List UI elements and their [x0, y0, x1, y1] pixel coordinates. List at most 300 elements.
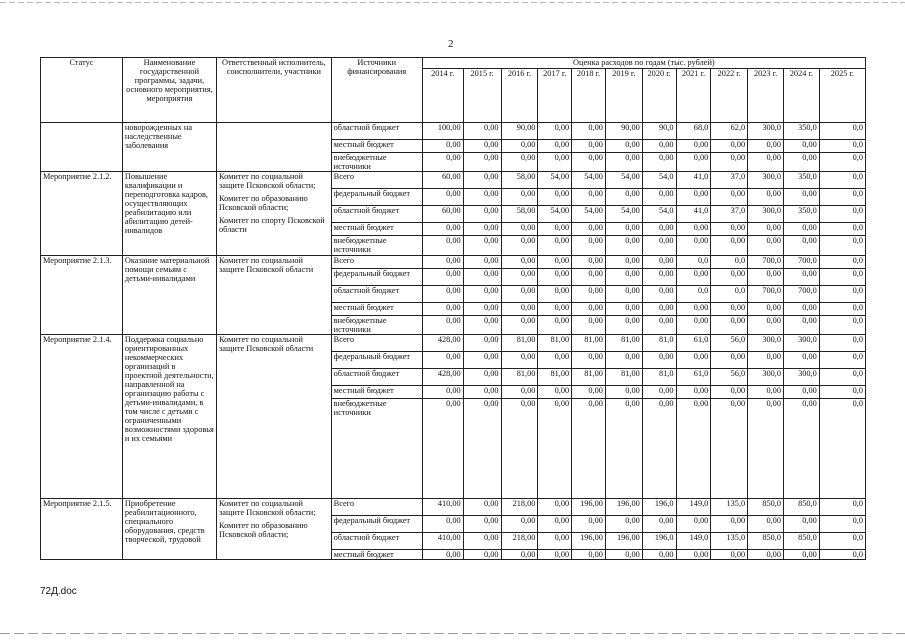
value-cell: 0,0 [819, 256, 865, 269]
name-cell: Приобретение реабилитационного, специального оборудования, средств творческой, трудовой [122, 499, 216, 560]
value-cell: 0,00 [748, 316, 784, 335]
value-cell: 0,00 [538, 499, 572, 516]
value-cell: 700,0 [748, 286, 784, 303]
table-header [41, 58, 866, 123]
value-cell: 850,0 [783, 533, 819, 550]
value-cell: 0,00 [501, 303, 538, 316]
value-cell: 0,0 [819, 189, 865, 206]
value-cell: 0,00 [748, 153, 784, 172]
value-cell: 0,00 [463, 153, 501, 172]
value-cell: 0,00 [538, 236, 572, 256]
value-cell: 0,00 [422, 223, 463, 236]
page-number: 2 [448, 38, 454, 50]
value-cell: 54,0 [642, 206, 676, 223]
value-cell: 0,00 [501, 236, 538, 256]
value-cell: 0,00 [676, 352, 711, 369]
value-cell: 0,00 [642, 140, 676, 153]
value-cell: 0,00 [501, 189, 538, 206]
value-cell: 850,0 [783, 499, 819, 516]
value-cell: 0,00 [538, 286, 572, 303]
value-cell: 0,00 [422, 286, 463, 303]
value-cell: 196,0 [642, 499, 676, 516]
value-cell: 300,0 [748, 335, 784, 352]
source-cell: местный бюджет [331, 303, 422, 316]
value-cell: 0,0 [676, 256, 711, 269]
value-cell: 0,00 [538, 316, 572, 335]
value-cell: 0,00 [711, 140, 748, 153]
value-cell: 0,00 [605, 303, 642, 316]
value-cell: 850,0 [748, 499, 784, 516]
value-cell: 0,00 [422, 153, 463, 172]
value-cell: 0,0 [819, 236, 865, 256]
header-year: 2017 г. [538, 69, 572, 123]
value-cell: 90,0 [642, 123, 676, 140]
value-cell: 0,00 [748, 303, 784, 316]
value-cell: 0,00 [538, 223, 572, 236]
value-cell: 0,00 [538, 516, 572, 533]
value-cell: 0,00 [605, 140, 642, 153]
value-cell: 300,0 [748, 369, 784, 386]
value-cell: 0,00 [605, 153, 642, 172]
value-cell: 0,0 [819, 499, 865, 516]
value-cell: 0,00 [501, 550, 538, 560]
value-cell: 0,00 [748, 399, 784, 499]
value-cell: 0,00 [711, 223, 748, 236]
value-cell: 0,00 [783, 303, 819, 316]
header-year: 2015 г. [463, 69, 501, 123]
value-cell: 0,00 [501, 140, 538, 153]
value-cell: 0,00 [605, 269, 642, 286]
header-source: Источники финансирования [331, 58, 422, 123]
value-cell: 0,00 [748, 189, 784, 206]
value-cell: 0,00 [711, 399, 748, 499]
value-cell: 0,00 [422, 516, 463, 533]
header-year: 2025 г. [819, 69, 865, 123]
value-cell: 0,00 [783, 386, 819, 399]
value-cell: 0,00 [748, 236, 784, 256]
header-year: 2021 г. [676, 69, 711, 123]
value-cell: 0,00 [572, 303, 606, 316]
value-cell: 41,0 [676, 172, 711, 189]
executor-entry: Комитет по спорту Псковской области [219, 216, 325, 234]
value-cell: 428,00 [422, 369, 463, 386]
value-cell: 0,00 [676, 316, 711, 335]
value-cell: 0,00 [463, 256, 501, 269]
value-cell: 0,00 [605, 516, 642, 533]
value-cell: 0,0 [819, 223, 865, 236]
source-cell: местный бюджет [331, 140, 422, 153]
value-cell: 0,00 [538, 140, 572, 153]
value-cell: 0,00 [463, 335, 501, 352]
source-cell: местный бюджет [331, 550, 422, 560]
source-cell: Всего [331, 499, 422, 516]
value-cell: 0,00 [783, 316, 819, 335]
value-cell: 0,0 [819, 316, 865, 335]
value-cell: 0,00 [538, 533, 572, 550]
value-cell: 350,0 [783, 123, 819, 140]
value-cell: 0,0 [819, 369, 865, 386]
value-cell: 81,00 [605, 335, 642, 352]
value-cell: 0,00 [463, 399, 501, 499]
value-cell: 149,0 [676, 499, 711, 516]
value-cell: 0,00 [572, 286, 606, 303]
value-cell: 81,00 [538, 369, 572, 386]
executor-cell [217, 172, 332, 256]
value-cell: 850,0 [748, 533, 784, 550]
value-cell: 0,0 [819, 550, 865, 560]
value-cell: 350,0 [783, 206, 819, 223]
value-cell: 0,00 [676, 223, 711, 236]
value-cell: 196,00 [572, 499, 606, 516]
value-cell: 0,00 [605, 316, 642, 335]
value-cell: 196,00 [605, 533, 642, 550]
source-cell: Всего [331, 256, 422, 269]
table-row [41, 499, 866, 516]
value-cell: 300,0 [748, 172, 784, 189]
value-cell: 0,00 [538, 256, 572, 269]
value-cell: 0,00 [642, 316, 676, 335]
value-cell: 0,00 [783, 516, 819, 533]
value-cell: 0,00 [783, 399, 819, 499]
value-cell: 0,00 [711, 303, 748, 316]
value-cell: 0,00 [463, 369, 501, 386]
value-cell: 0,00 [605, 399, 642, 499]
value-cell: 0,00 [538, 386, 572, 399]
value-cell: 0,00 [676, 550, 711, 560]
value-cell: 0,0 [819, 172, 865, 189]
value-cell: 0,00 [711, 236, 748, 256]
value-cell: 0,00 [538, 123, 572, 140]
value-cell: 0,00 [783, 153, 819, 172]
value-cell: 0,0 [819, 123, 865, 140]
table-row [41, 172, 866, 189]
value-cell: 61,0 [676, 369, 711, 386]
value-cell: 0,00 [463, 303, 501, 316]
value-cell: 0,00 [463, 286, 501, 303]
value-cell: 0,00 [572, 269, 606, 286]
value-cell: 62,0 [711, 123, 748, 140]
header-year: 2018 г. [572, 69, 606, 123]
value-cell: 0,0 [819, 206, 865, 223]
value-cell: 0,0 [819, 386, 865, 399]
source-cell: местный бюджет [331, 223, 422, 236]
value-cell: 300,0 [783, 335, 819, 352]
value-cell: 0,00 [463, 172, 501, 189]
value-cell: 0,0 [676, 286, 711, 303]
value-cell: 0,00 [501, 352, 538, 369]
value-cell: 0,00 [711, 189, 748, 206]
value-cell: 0,00 [748, 550, 784, 560]
value-cell: 0,00 [422, 303, 463, 316]
value-cell: 0,00 [783, 223, 819, 236]
value-cell: 0,00 [605, 352, 642, 369]
scan-edge-bottom [0, 633, 905, 634]
value-cell: 0,00 [572, 140, 606, 153]
value-cell: 81,00 [572, 369, 606, 386]
source-cell: федеральный бюджет [331, 516, 422, 533]
value-cell: 0,00 [572, 236, 606, 256]
value-cell: 0,00 [642, 399, 676, 499]
value-cell: 0,00 [422, 256, 463, 269]
value-cell: 54,00 [605, 172, 642, 189]
source-cell: внебюджетные источники [331, 236, 422, 256]
value-cell: 0,00 [605, 256, 642, 269]
value-cell: 0,00 [711, 316, 748, 335]
executor-entry: Комитет по социальной защите Псковской области; [219, 172, 316, 190]
value-cell: 350,0 [783, 172, 819, 189]
value-cell: 37,0 [711, 206, 748, 223]
value-cell: 0,00 [605, 189, 642, 206]
value-cell: 0,00 [463, 386, 501, 399]
value-cell: 0,00 [501, 269, 538, 286]
header-executor: Ответственный исполнитель, соисполнители, участники [217, 58, 332, 123]
value-cell: 0,00 [748, 352, 784, 369]
scan-edge-top [0, 2, 905, 3]
value-cell: 0,0 [819, 533, 865, 550]
value-cell: 0,00 [422, 316, 463, 335]
value-cell: 0,00 [642, 352, 676, 369]
header-year: 2016 г. [501, 69, 538, 123]
source-cell: местный бюджет [331, 386, 422, 399]
executor-cell [217, 256, 332, 335]
value-cell: 54,00 [538, 206, 572, 223]
value-cell: 0,00 [676, 303, 711, 316]
header-estimate: Оценка расходов по годам (тыс. рублей) [422, 58, 865, 69]
value-cell: 0,00 [605, 223, 642, 236]
value-cell: 0,00 [501, 386, 538, 399]
value-cell: 0,00 [748, 269, 784, 286]
value-cell: 54,00 [572, 206, 606, 223]
name-cell: Повышение квалификации и переподготовка кадров, осуществляющих реабилитацию или абилитацию детей-инвалидов [122, 172, 216, 256]
value-cell: 58,00 [501, 206, 538, 223]
source-cell: федеральный бюджет [331, 269, 422, 286]
source-cell: Всего [331, 335, 422, 352]
value-cell: 218,00 [501, 499, 538, 516]
value-cell: 61,0 [676, 335, 711, 352]
value-cell: 0,00 [463, 499, 501, 516]
executor-cell [217, 335, 332, 499]
value-cell: 0,00 [605, 286, 642, 303]
value-cell: 0,00 [605, 386, 642, 399]
budget-table [40, 57, 866, 560]
value-cell: 300,0 [783, 369, 819, 386]
value-cell: 0,00 [501, 316, 538, 335]
value-cell: 0,00 [572, 123, 606, 140]
value-cell: 0,00 [711, 386, 748, 399]
value-cell: 0,00 [783, 189, 819, 206]
value-cell: 0,00 [572, 256, 606, 269]
value-cell: 135,0 [711, 499, 748, 516]
value-cell: 81,00 [605, 369, 642, 386]
value-cell: 410,00 [422, 533, 463, 550]
value-cell: 37,0 [711, 172, 748, 189]
value-cell: 0,00 [538, 189, 572, 206]
value-cell: 0,00 [501, 153, 538, 172]
value-cell: 81,00 [572, 335, 606, 352]
value-cell: 0,00 [422, 236, 463, 256]
executor-entry: Комитет по образованию Псковской области; [219, 521, 308, 539]
name-cell: Оказание материальной помощи семьям с детьми-инвалидами [122, 256, 216, 335]
source-cell: внебюджетные источники [331, 153, 422, 172]
value-cell: 196,00 [605, 499, 642, 516]
value-cell: 0,00 [422, 352, 463, 369]
header-year: 2020 г. [642, 69, 676, 123]
value-cell: 0,0 [819, 286, 865, 303]
value-cell: 60,00 [422, 206, 463, 223]
value-cell: 0,00 [642, 236, 676, 256]
source-cell: Всего [331, 172, 422, 189]
executor-cell [217, 499, 332, 560]
value-cell: 0,00 [676, 236, 711, 256]
value-cell: 0,00 [642, 303, 676, 316]
value-cell: 0,0 [819, 352, 865, 369]
value-cell: 0,0 [711, 256, 748, 269]
header-year: 2019 г. [605, 69, 642, 123]
value-cell: 0,00 [538, 269, 572, 286]
source-cell: областной бюджет [331, 369, 422, 386]
source-cell: внебюджетные источники [331, 399, 422, 499]
value-cell: 0,00 [605, 236, 642, 256]
value-cell: 54,0 [642, 172, 676, 189]
value-cell: 0,00 [711, 269, 748, 286]
value-cell: 0,00 [642, 269, 676, 286]
value-cell: 0,00 [676, 386, 711, 399]
value-cell: 0,00 [463, 533, 501, 550]
value-cell: 700,0 [783, 256, 819, 269]
value-cell: 0,00 [422, 550, 463, 560]
value-cell: 81,00 [501, 369, 538, 386]
value-cell: 60,00 [422, 172, 463, 189]
value-cell: 0,00 [538, 399, 572, 499]
value-cell: 0,00 [748, 140, 784, 153]
value-cell: 0,0 [819, 153, 865, 172]
value-cell: 0,00 [642, 516, 676, 533]
value-cell: 300,0 [748, 123, 784, 140]
value-cell: 54,00 [572, 172, 606, 189]
value-cell: 0,00 [711, 516, 748, 533]
value-cell: 90,00 [501, 123, 538, 140]
value-cell: 81,00 [501, 335, 538, 352]
value-cell: 54,00 [605, 206, 642, 223]
executor-entry: Комитет по социальной защите Псковской области [219, 256, 314, 274]
value-cell: 0,00 [676, 399, 711, 499]
value-cell: 0,00 [463, 140, 501, 153]
executor-cell [217, 123, 332, 172]
value-cell: 0,00 [501, 516, 538, 533]
value-cell: 0,00 [463, 516, 501, 533]
value-cell: 0,00 [572, 550, 606, 560]
value-cell: 0,00 [642, 189, 676, 206]
header-year: 2014 г. [422, 69, 463, 123]
value-cell: 56,0 [711, 369, 748, 386]
value-cell: 0,00 [422, 269, 463, 286]
value-cell: 0,00 [642, 153, 676, 172]
value-cell: 0,00 [463, 189, 501, 206]
header-year: 2024 г. [783, 69, 819, 123]
value-cell: 0,00 [676, 269, 711, 286]
value-cell: 58,00 [501, 172, 538, 189]
value-cell: 0,00 [422, 386, 463, 399]
value-cell: 0,00 [572, 352, 606, 369]
value-cell: 0,00 [783, 140, 819, 153]
value-cell: 0,00 [538, 153, 572, 172]
value-cell: 54,00 [538, 172, 572, 189]
status-cell: Мероприятие 2.1.4. [41, 335, 123, 499]
source-cell: федеральный бюджет [331, 189, 422, 206]
value-cell: 218,00 [501, 533, 538, 550]
value-cell: 0,00 [501, 256, 538, 269]
value-cell: 0,0 [819, 303, 865, 316]
value-cell: 0,0 [819, 269, 865, 286]
value-cell: 0,00 [605, 550, 642, 560]
footer-filename: 72Д.doc [40, 586, 77, 597]
value-cell: 0,00 [783, 352, 819, 369]
value-cell: 0,00 [748, 386, 784, 399]
value-cell: 0,00 [538, 303, 572, 316]
value-cell: 0,00 [572, 316, 606, 335]
value-cell: 0,00 [463, 352, 501, 369]
value-cell: 196,0 [642, 533, 676, 550]
value-cell: 0,00 [538, 352, 572, 369]
value-cell: 0,0 [819, 335, 865, 352]
value-cell: 0,00 [642, 256, 676, 269]
value-cell: 81,0 [642, 369, 676, 386]
source-cell: федеральный бюджет [331, 352, 422, 369]
value-cell: 0,00 [748, 223, 784, 236]
value-cell: 0,00 [538, 550, 572, 560]
executor-entry: Комитет по социальной защите Псковской области; [219, 499, 316, 517]
value-cell: 0,00 [572, 399, 606, 499]
value-cell: 56,0 [711, 335, 748, 352]
value-cell: 100,00 [422, 123, 463, 140]
value-cell: 0,00 [463, 123, 501, 140]
table-body [41, 123, 866, 560]
value-cell: 0,00 [463, 269, 501, 286]
value-cell: 81,00 [538, 335, 572, 352]
table-row [41, 335, 866, 352]
value-cell: 428,00 [422, 335, 463, 352]
value-cell: 0,00 [783, 236, 819, 256]
status-cell [41, 123, 123, 172]
value-cell: 81,0 [642, 335, 676, 352]
value-cell: 0,00 [783, 550, 819, 560]
value-cell: 0,0 [819, 399, 865, 499]
value-cell: 0,00 [642, 386, 676, 399]
value-cell: 0,00 [783, 269, 819, 286]
header-year: 2023 г. [748, 69, 784, 123]
value-cell: 0,00 [642, 223, 676, 236]
status-cell: Мероприятие 2.1.5. [41, 499, 123, 560]
value-cell: 41,0 [676, 206, 711, 223]
source-cell: областной бюджет [331, 286, 422, 303]
source-cell: областной бюджет [331, 123, 422, 140]
value-cell: 0,00 [422, 140, 463, 153]
value-cell: 0,00 [642, 286, 676, 303]
value-cell: 0,00 [676, 189, 711, 206]
header-status: Статус [41, 58, 123, 123]
value-cell: 0,00 [711, 153, 748, 172]
name-cell: новорожденных на наследственные заболевания [122, 123, 216, 172]
value-cell: 0,0 [711, 286, 748, 303]
value-cell: 196,00 [572, 533, 606, 550]
value-cell: 0,00 [676, 516, 711, 533]
value-cell: 0,00 [572, 189, 606, 206]
value-cell: 0,00 [463, 206, 501, 223]
value-cell: 0,0 [819, 140, 865, 153]
value-cell: 0,00 [572, 223, 606, 236]
value-cell: 0,00 [463, 550, 501, 560]
value-cell: 410,00 [422, 499, 463, 516]
